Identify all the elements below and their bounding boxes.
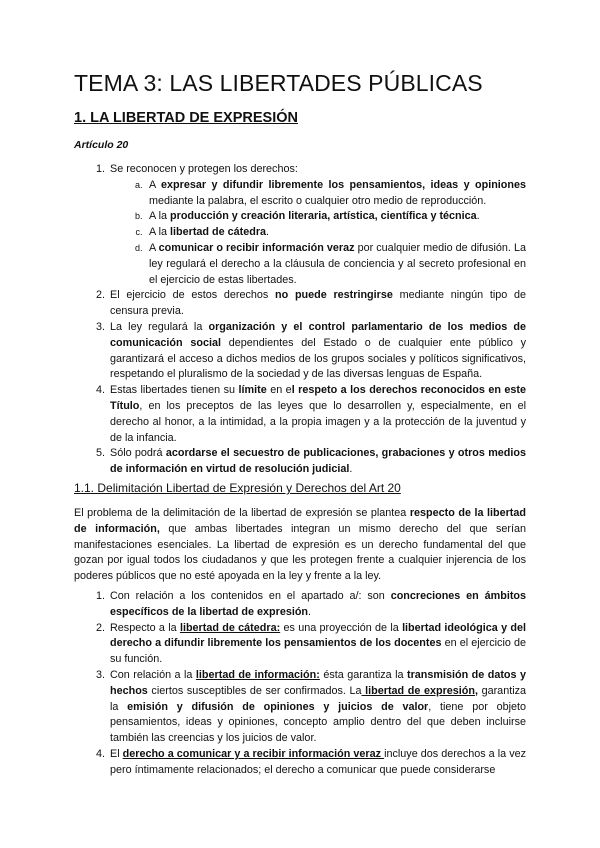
article-label: Artículo 20 [74, 139, 129, 151]
sub-list-item: c. A la libertad de cátedra. [145, 225, 526, 241]
list-item: 4. El derecho a comunicar y a recibir información veraz incluye dos derechos a la vez pero íntimamente relacionados; el derecho a comunicar que puede considerarse [108, 747, 526, 779]
page-title: TEMA 3: LAS LIBERTADES PÚBLICAS [74, 70, 483, 96]
list-item: 5. Sólo podrá acordarse el secuestro de publicaciones, grabaciones y otros medios de información en virtud de resolución judicial. [108, 446, 526, 478]
list-item: 1. Se reconocen y protegen los derechos: a. A expresar y difundir libremente los pensamientos, ideas y opiniones mediante la palabra, el escrito o cualquier otro medio de reproducción. b. A la producción y creación literaria, artística, científica y técnica. c. A la libertad de cátedra. d. A comunicar o recibir información veraz por cualquier medio de difusión. La ley regulará el derecho a la cláusula de conciencia y al secreto profesional en el ejercicio de estas libertades. [108, 162, 526, 288]
delimitacion-list [74, 589, 526, 779]
sub-list-item: a. A expresar y difundir libremente los pensamientos, ideas y opiniones mediante la palabra, el escrito o cualquier otro medio de reproducción. [145, 178, 526, 210]
section-heading-libertad-expresion: 1. LA LIBERTAD DE EXPRESIÓN [74, 110, 298, 126]
sub-list-item: d. A comunicar o recibir información veraz por cualquier medio de difusión. La ley regulará el derecho a la cláusula de conciencia y al secreto profesional en el ejercicio de estas libertades. [145, 241, 526, 288]
list-item: 4. Estas libertades tienen su límite en el respeto a los derechos reconocidos en este Título, en los preceptos de las leyes que lo desarrollen y, especialmente, en el derecho al honor, a la intimidad, a la propia imagen y a la protección de la juventud y de la infancia. [108, 383, 526, 446]
delimitacion-paragraph: El problema de la delimitación de la libertad de expresión se plantea respecto de la libertad de información, que ambas libertades integran un mismo derecho del que serían manifestaciones esenciales. La libertad de expresión es un derecho fundamental del que gozan por igual todos los ciudadanos y que les protegen frente a cualquier injerencia de los poderes públicos que no esté apoyada en la ley y frente a la ley. [74, 507, 527, 583]
list-item: 2. Respecto a la libertad de cátedra: es una proyección de la libertad ideológica y del derecho a difundir libremente los pensamientos de los docentes en el ejercicio de su función. [108, 621, 526, 668]
list-item: 3. Con relación a la libertad de información: ésta garantiza la transmisión de datos y hechos ciertos susceptibles de ser confirmados. La libertad de expresión, garantiza la emisión y difusión de opiniones y juicios de valor, tiene por objeto pensamientos, ideas y opiniones, concepto amplio dentro del que deben incluirse también las creencias y los juicios de valor. [108, 668, 526, 747]
list-item: 1. Con relación a los contenidos en el apartado a/: son concreciones en ámbitos específicos de la libertad de expresión. [108, 589, 526, 621]
list-item: 3. La ley regulará la organización y el control parlamentario de los medios de comunicación social dependientes del Estado o de cualquier ente público y garantizará el acceso a dichos medios de los grupos sociales y políticos significativos, respetando el pluralismo de la sociedad y de las diversas lenguas de España. [108, 320, 526, 383]
subsection-heading-delimitacion: 1.1. Delimitación Libertad de Expresión y Derechos del Art 20 [74, 481, 401, 495]
sub-list-item: b. A la producción y creación literaria, artística, científica y técnica. [145, 209, 526, 225]
list-item: 2. El ejercicio de estos derechos no puede restringirse mediante ningún tipo de censura previa. [108, 288, 526, 320]
article-20-list [74, 162, 526, 478]
